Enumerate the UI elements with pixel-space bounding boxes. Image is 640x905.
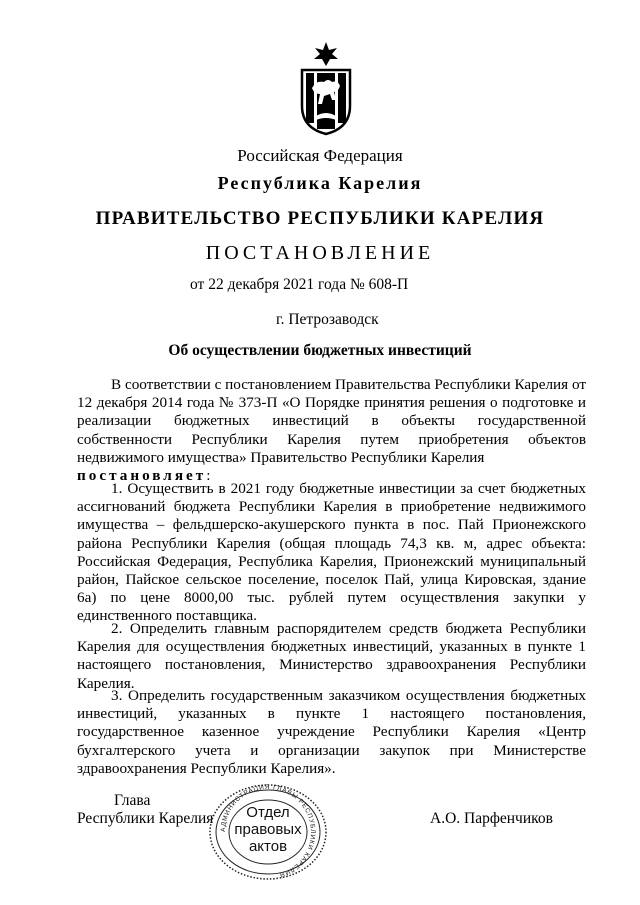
intro-paragraph xyxy=(77,376,586,485)
stamp-line-1: Отдел xyxy=(246,804,290,821)
document-subject: Об осуществлении бюджетных инвестиций xyxy=(168,342,472,359)
coat-of-arms-emblem xyxy=(298,40,354,136)
stamp-line-3: актов xyxy=(248,838,288,855)
government-title: ПРАВИТЕЛЬСТВО РЕСПУБЛИКИ КАРЕЛИЯ xyxy=(95,208,545,229)
stamp-ring-text: АДМИНИСТРАЦИЯ ГЛАВЫ РЕСПУБЛИКИ КАРЕЛИЯ xyxy=(219,783,317,879)
signatory-title-line1: Глава xyxy=(114,792,151,809)
item-2-paragraph: 2. Определить главным распорядителем средств бюджета Республики Карелия для осуществления бюджетных инвестиций, указанных в пункте 1 настоящего постановления, Министерство здравоохранения Республики Карелия. xyxy=(77,620,586,692)
document-city: г. Петрозаводск xyxy=(276,311,379,328)
resolves-colon: : xyxy=(206,467,211,485)
signatory-title-line2: Республики Карелия xyxy=(77,810,214,827)
document-type: ПОСТАНОВЛЕНИЕ xyxy=(205,242,435,264)
item-1-paragraph: 1. Осуществить в 2021 году бюджетные инвестиции за счет бюджетных ассигнований бюджета Республики Карелия в приобретение недвижимого имущества – фельдшерско-акушерского пункта в пос. Пай Прионежского района Республики Карелия (общая площадь 74,3 кв. м, адрес объекта: Российская Федерация, Республика Карелия, Прионежский муниципальный район, Пайское сельское поселение, поселок Пай, улица Кировская, здание 6а) по цене 8000,00 тыс. рублей путем осуществления закупки у единственного поставщика. xyxy=(77,480,586,625)
intro-text: В соответствии с постановлением Правительства Республики Карелия от 12 декабря 2014 года № 373-П «О Порядке принятия решения о подготовке и реализации бюджетных инвестиций в объекты государственной собственности Республики Карелия путем приобретения объектов недвижимого имущества» Правительство Республики Карелия xyxy=(77,376,586,466)
document-date-number: от 22 декабря 2021 года № 608-П xyxy=(190,276,409,293)
country-name: Российская Федерация xyxy=(237,146,403,165)
stamp-line-2: правовых xyxy=(234,821,302,838)
republic-name: Республика Карелия xyxy=(217,173,423,193)
resolves-word: постановляет xyxy=(77,467,207,485)
item-3-paragraph: 3. Определить государственным заказчиком осуществления бюджетных инвестиций, указанных в пункте 1 настоящего постановления, государственное казенное учреждение Республики Карелия «Центр бухгалтерского учета и организации закупок при Министерстве здравоохранения Республики Карелия». xyxy=(77,687,586,777)
signatory-name: А.О. Парфенчиков xyxy=(430,810,553,827)
